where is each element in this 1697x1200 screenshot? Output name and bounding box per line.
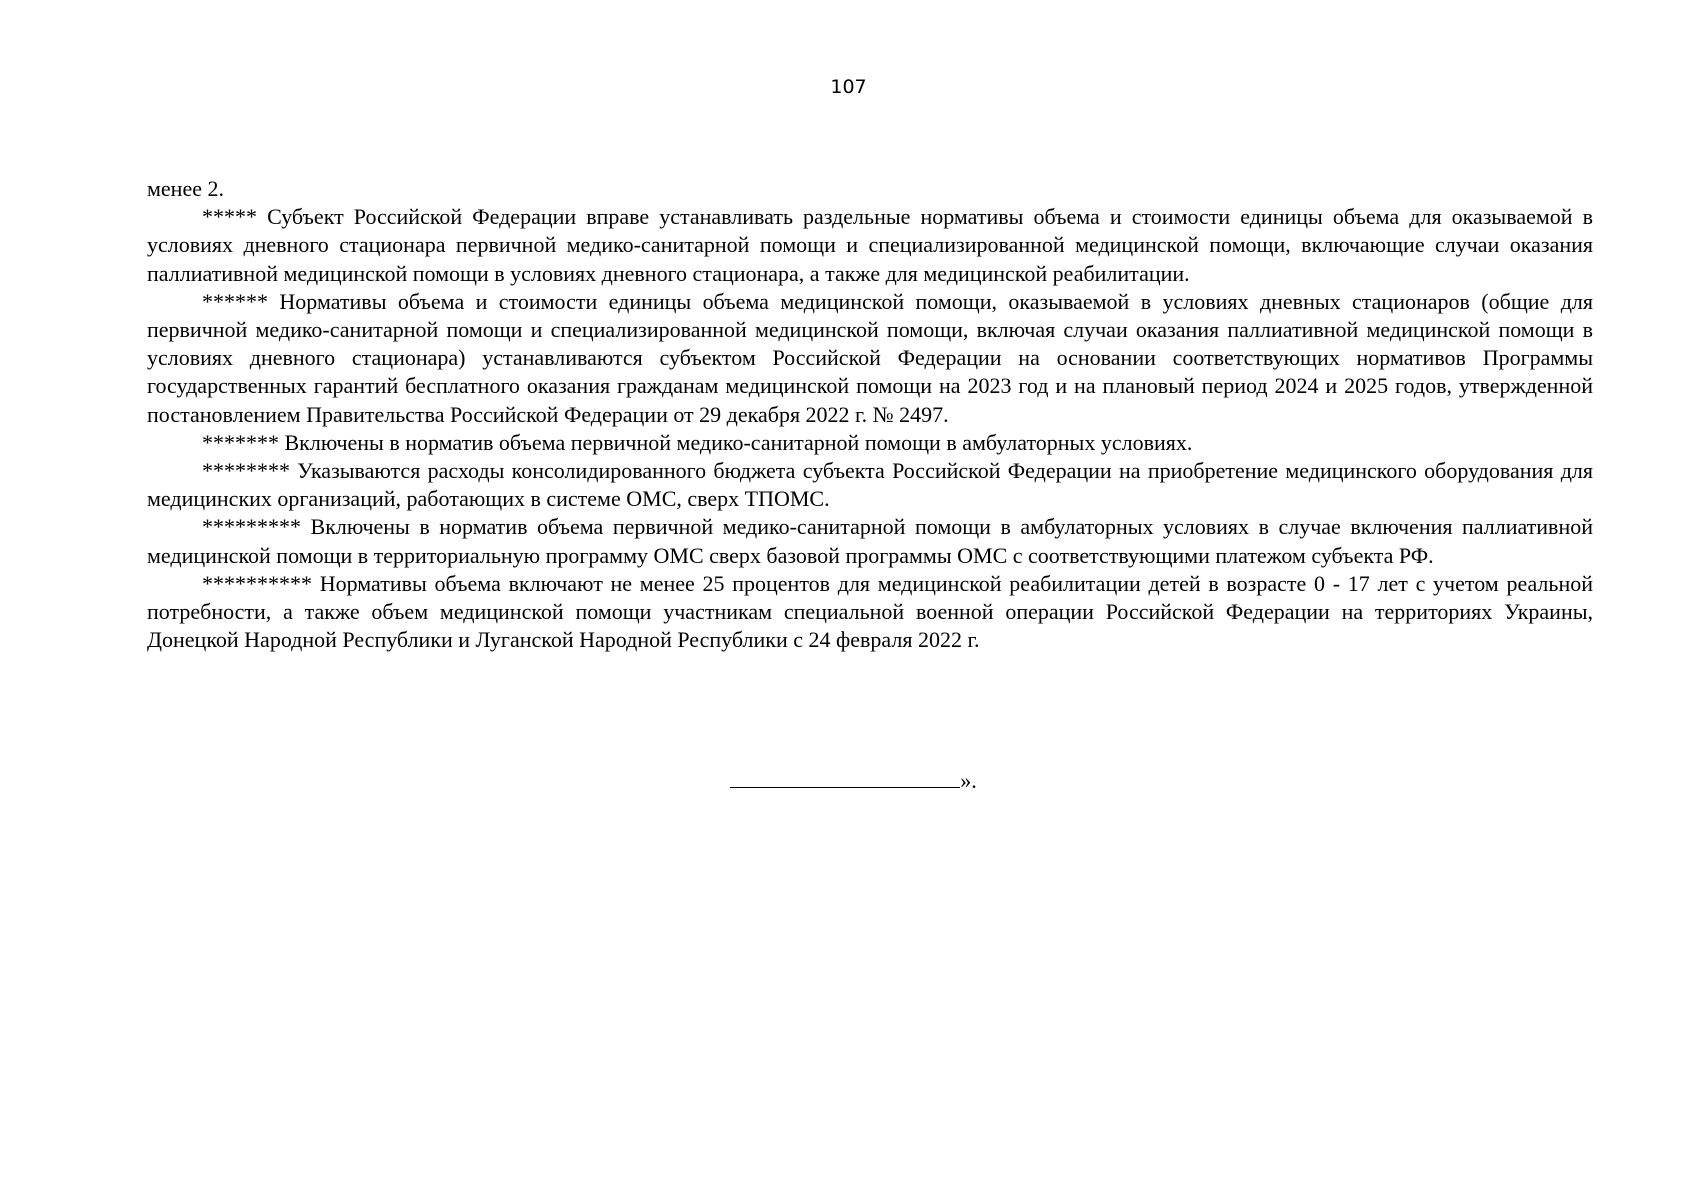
separator-underline bbox=[730, 766, 960, 788]
footnote-6-asterisks: ****** Нормативы объема и стоимости единицы объема медицинской помощи, оказываемой в условиях дневных стационаров (общие для первичной медико-санитарной помощи и специализированной медицинской помощи, включая случаи оказания паллиативной медицинской помощи в условиях дневного стационара) устанавливаются субъектом Российской Федерации на основании соответствующих нормативов Программы государственных гарантий бесплатного оказания гражданам медицинской помощи на 2023 год и на плановый период 2024 и 2025 годов, утвержденной постановлением Правительства Российской Федерации от 29 декабря 2022 г. № 2497. bbox=[147, 288, 1593, 427]
closing-line bbox=[0, 766, 1697, 794]
paragraph-continuation: менее 2. bbox=[147, 176, 224, 201]
closing-quote-mark: ». bbox=[960, 768, 977, 793]
footnote-5-asterisks: ***** Субъект Российской Федерации вправе устанавливать раздельные нормативы объема и стоимости единицы объема для оказываемой в условиях дневного стационара первичной медико-санитарной помощи и специализированной медицинской помощи, включающие случаи оказания паллиативной медицинской помощи в условиях дневного стационара, а также для медицинской реабилитации. bbox=[147, 204, 1593, 286]
page-number: 107 bbox=[830, 76, 867, 98]
document-body bbox=[147, 175, 1593, 654]
footnote-9-asterisks: ********* Включены в норматив объема первичной медико-санитарной помощи в амбулаторных условиях в случае включения паллиативной медицинской помощи в территориальную программу ОМС сверх базовой программы ОМС с соответствующими платежом субъекта РФ. bbox=[147, 514, 1593, 568]
footnote-8-asterisks: ******** Указываются расходы консолидированного бюджета субъекта Российской Федерации на приобретение медицинского оборудования для медицинских организаций, работающих в системе ОМС, сверх ТПОМС. bbox=[147, 458, 1593, 512]
footnote-10-asterisks: ********** Нормативы объема включают не менее 25 процентов для медицинской реабилитации детей в возрасте 0 - 17 лет с учетом реальной потребности, а также объем медицинской помощи участникам специальной военной операции Российской Федерации на территориях Украины, Донецкой Народной Республики и Луганской Народной Республики с 24 февраля 2022 г. bbox=[147, 570, 1593, 653]
footnote-7-asterisks: ******* Включены в норматив объема первичной медико-санитарной помощи в амбулаторных условиях. bbox=[202, 429, 1193, 455]
